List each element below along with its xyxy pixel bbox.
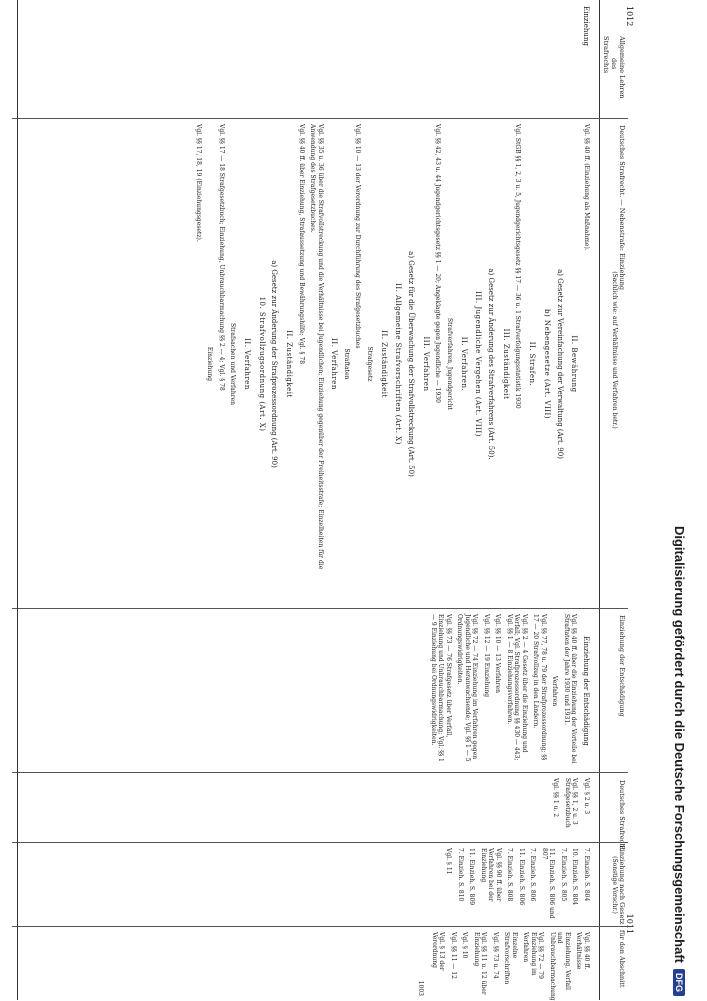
text-block: Vgl. §§ 11 u. 12 über Einziehung (473, 932, 488, 995)
header-col1 (602, 36, 626, 106)
column-rule (12, 118, 628, 119)
text-block: Einziehung, Verfall und Unbrauchbarmachung (549, 932, 571, 1001)
text-block: Vgl. §§ 77, 78 u. 79 der Strafprozessordnung; §§ 17 — 20 Strafvollzug in den Ländern. (532, 614, 547, 761)
section-heading: II. Bewährung (570, 335, 579, 393)
text-block: 11. Einzieh. S. 809 (468, 848, 476, 906)
section-heading: II. Strafen. (528, 341, 537, 387)
text-block: Vgl. §§ 90 ff. über Verfahren bei der Einziehung (480, 848, 502, 902)
header-col4-title: Deutsches Strafrecht (618, 780, 626, 851)
text-block: Vgl. §§ 10 — 13 der Verordnung zur Durchführung des Strafgesetzbuches (354, 124, 362, 349)
text-block: Vgl. §§ 73 — 76 Strafgesetz über Verfall, Einziehung und Unbrauchbarmachung; Vgl. §§ 1 — 9 Einziehung bei Ordnungswidrigkeiten. (429, 614, 452, 762)
text-block: 7. Einzieh. S. 808 (506, 848, 514, 902)
header-rule (599, 0, 600, 1000)
col1-label: Einziehung (582, 6, 590, 46)
section-heading: II. Zuständigkeit (379, 330, 388, 398)
text-block: Vgl. § 10 (461, 932, 469, 959)
text-block: Vgl. §§ 1, 2 u. 3 Strafgesetzbuch (564, 778, 579, 828)
section-heading: III. Zuständigkeit (502, 328, 510, 400)
section-heading: II. Verfahren (330, 338, 339, 390)
text-block: Vgl. §§ 10 — 13 Verfahren (494, 614, 502, 693)
header-col3-title: Einziehung der Entschädigung (618, 615, 626, 717)
section-heading: III. Verfahren (422, 336, 430, 392)
section-heading: II. Verfahren (243, 338, 251, 390)
header-col5 (610, 845, 626, 925)
text-block: Strafsachen und Verfahren (229, 322, 237, 405)
column-compensation (18, 614, 590, 768)
header-col1-line2: des (609, 58, 618, 70)
section-heading: 10. Strafvollzugsordnung (Art. X) (257, 296, 266, 432)
column-section (18, 932, 590, 1001)
header-col2-subtitle: (Sachlich wie: auf Verhältnisse und Verfahren betr.) (610, 271, 618, 429)
text-block: Vgl. §§ 40 ff. Verhältnisse (575, 932, 590, 970)
text-block: Vgl. §§ 1 u. 2 (552, 778, 560, 818)
text-block: Verfahren (551, 675, 559, 707)
column-rule (12, 608, 628, 609)
text-block: 7. Einzieh. S. 805 (560, 848, 567, 902)
header-col6 (618, 930, 626, 995)
header-col6-title: für den Abschnitt (618, 930, 626, 988)
dfg-logo-badge: DFG (674, 969, 686, 996)
text-block: Vgl. §§ 73 u. 74 (492, 932, 499, 979)
text-block: Vgl. §§ 17 — 18 Strafgesetzbuch; Einziehung, Unbrauchbarmachung §§ 2 — 4; Vgl. § 78 (217, 124, 225, 391)
text-block: Vgl. §§ 2 — 4 Gesetz über die Einziehung und Verfall; Vgl. Strafprozessordnung §§ 430 — 443; Vgl. §§ 1 — 8 Einziehungsverfahren. (505, 614, 528, 761)
header-col5-title: Einziehung nach Gesetz (618, 845, 626, 925)
text-block: Vgl. §§ 40 ff. über Einziehung, Strafaussetzung und Bewährungshilfe; Vgl. § 78 (297, 124, 305, 365)
column-german-law (18, 778, 590, 838)
footer-rule (17, 0, 18, 1000)
text-block: 11. Einzieh. S. 806 (518, 848, 525, 906)
text-block: Einziehung (206, 346, 214, 382)
header-col2-title: Deutsches Strafrecht. — Nebenstrafe: Einziehung (618, 125, 626, 291)
text-block: Strafverfahren, Jugendgericht (446, 318, 453, 410)
column-rule (12, 772, 628, 773)
funding-notice (652, 0, 707, 1000)
header-col2 (610, 125, 626, 575)
catchword: 1003 (417, 980, 425, 996)
text-block: 7. Einzieh. S. 804 (583, 848, 590, 902)
text-block: a) Gesetz zur Änderung der Strafprozessordnung (Art. 90) (270, 260, 279, 468)
text-block: Vgl. §§ 72 — 74 Einziehung im Verfahren gegen Jugendliche und Heranwachsende; Vgl. §§ 1 — 5 Ordnungswidrigkeiten. (456, 614, 479, 762)
text-block: Vgl. §§ 72 — 79 Einziehung im Verfahren (522, 932, 545, 979)
column-rule (12, 926, 628, 927)
text-block: Vgl. §§ 12 — 19 Einziehung (482, 614, 490, 698)
section-heading: II. Zuständigkeit (285, 330, 294, 398)
column-main-text (18, 124, 590, 604)
text-block: 7. Einzieh. S. 806 (529, 848, 537, 902)
text-block: Vgl. §§ 17, 18, 19 (Einziehungsgesetz). (194, 124, 202, 242)
text-block: 7. Einzieh. S. 810 (457, 848, 464, 902)
text-block: Vgl. §§ 11 — 12 (450, 932, 457, 979)
header-col3 (618, 615, 626, 725)
section-heading: b) Nebengesetze (Art. VIII) (543, 308, 551, 420)
text-block: Vgl. §§ 40 ff. über die Einziehung der Vorteile bei Straftaten der Jahre 1930 und 1931. (562, 614, 578, 764)
section-heading: II. Allgemeine Strafvorschriften (Art. X) (394, 283, 403, 445)
text-block: a) Gesetz zur Änderung des Strafverfahrens (Art. 50). (487, 268, 496, 460)
header-col1-line1: Allgemeine Lehren (618, 36, 626, 99)
text-block: Straftaten (343, 348, 350, 380)
header-col1-line3: Strafrechts (601, 36, 610, 74)
text-block: Einzelne Strafvorschriften (503, 932, 518, 985)
text-block: Einziehung der Entschädigung (582, 636, 590, 746)
funding-notice-text-wrapper (652, 0, 707, 1000)
text-block: Vgl. §§ 35 u. 36 über die Strafvollstreckung und die Verhältnisse bei Jugendlichen; Einziehung gegenüber der Freiheitsstrafe; Einzelheiten für die Anwendung des Strafgesetzbuches. (309, 124, 324, 570)
page-number-right: 1011 (625, 913, 634, 934)
text-block: 10. Einzieh. S. 804 (571, 848, 579, 906)
text-block: Vgl. §§ 42, 43 u. 44 Jugendgerichtsgesetz §§ 1 — 20; Angeklagte gegen Jugendliche — 1930 (434, 124, 442, 403)
header-col4 (618, 780, 626, 851)
text-block: a) Gesetz zur Vereinfachung der Verwaltung (Art. 90) (555, 269, 564, 459)
column-rule (12, 842, 628, 843)
header-col5-subtitle: (Sonstige Vorschr.) (610, 856, 618, 914)
text-block: Vgl. § 13 der Verordnung (431, 932, 446, 971)
text-block: Vgl. § 11 (445, 848, 453, 875)
section-heading: II. Verfahren. (459, 336, 468, 392)
section-heading: III. Jugendliche Vergehen (Art. VIII) (474, 291, 483, 437)
column-general (18, 6, 590, 114)
text-block: a) Gesetz für die Überwachung der Strafvollstreckung (Art. 50) (407, 251, 416, 477)
text-block: Vgl. StGB §§ 1, 2, 3 u. 5, Jugendgerichtsgesetz §§ 17 — 36 u. 1 Strafverfolgungsstatistik 1930 (514, 124, 522, 409)
page-number-left: 1012 (625, 6, 634, 27)
text-block: Vgl. § 2 u. 3 (583, 778, 590, 815)
text-block: Strafgesetz (366, 346, 373, 382)
funding-text: Digitalisierung gefördert durch die Deutsche Forschungsgemeinschaft (672, 525, 687, 963)
text-block: 11. Einzieh. S. 806 und 807 (541, 848, 556, 919)
column-statute-refs (18, 848, 590, 923)
text-block: Vgl. §§ 40 ff. (Einziehung als Maßnahme). (583, 124, 590, 251)
